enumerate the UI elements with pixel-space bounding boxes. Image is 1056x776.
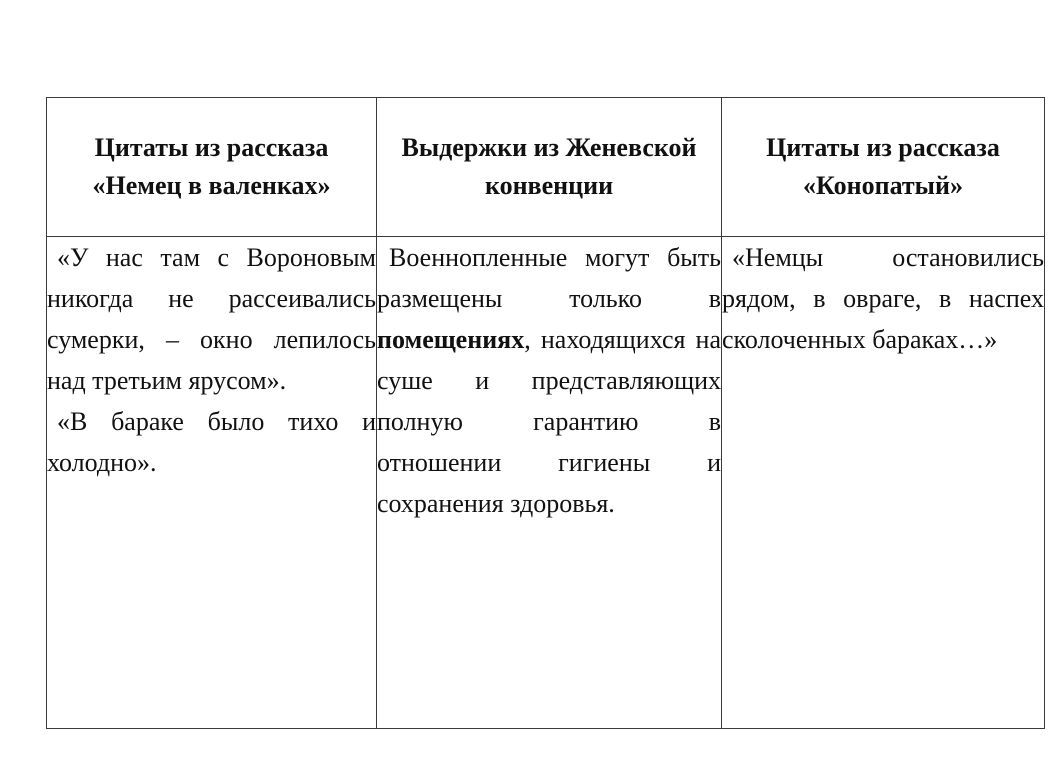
- header-cell-konopatyi: Цитаты из рассказа «Конопатый»: [722, 98, 1045, 237]
- excerpt-text-after: , находящихся на суше и представляющих полную гарантию в отношении гигиены и сохранения здоровья.: [377, 325, 721, 518]
- quote-1: «У нас там с Вороновым никогда не рассеивались сумерки, – окно лепилось над третьим ярусом».: [47, 243, 376, 395]
- header-cell-geneva-convention: Выдержки из Женевской конвенции: [377, 98, 722, 237]
- convention-excerpt: [377, 237, 721, 524]
- header-cell-nemets-v-valenkah: Цитаты из рассказа «Немец в валенках»: [47, 98, 377, 237]
- excerpt-bold-word: помещениях: [377, 325, 525, 354]
- quote-2: «В бараке было тихо и холодно».: [47, 407, 376, 477]
- excerpt-text-before: Военнопленные могут быть размещены только в: [377, 243, 721, 313]
- body-cell-nemets-v-valenkah: [47, 237, 377, 729]
- table-header-row: [47, 98, 1045, 237]
- body-cell-geneva-convention: [377, 237, 722, 729]
- quote-konopatyi: «Немцы остановились рядом, в овраге, в наспех сколоченных бараках…»: [722, 243, 1044, 354]
- body-cell-konopatyi: [722, 237, 1045, 729]
- table-body-row: [47, 237, 1045, 729]
- comparison-table: [46, 97, 1045, 729]
